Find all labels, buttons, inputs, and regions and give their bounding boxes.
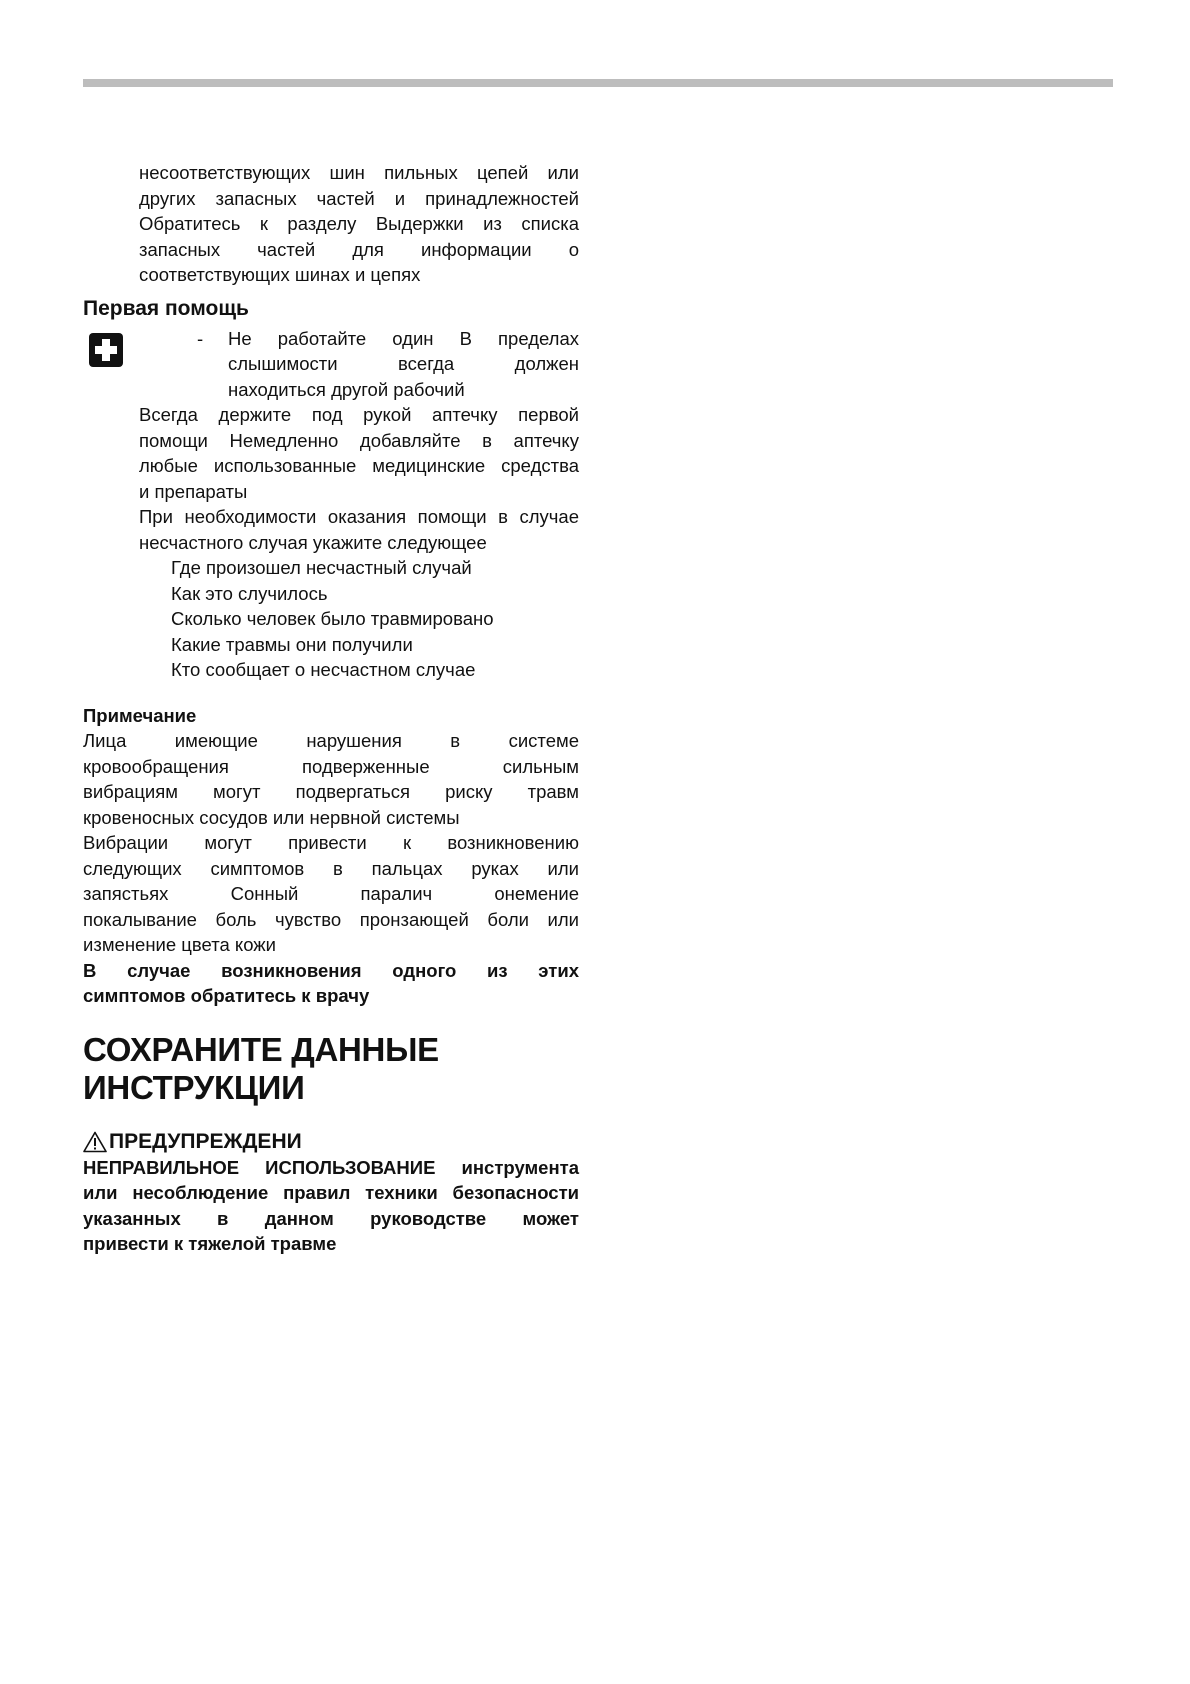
note-line: кровообращения подверженные сильным [83,755,579,777]
list-item: Где произошел несчастный случай [171,557,472,578]
first-aid-heading: Первая помощь [83,296,249,320]
note-line: Вибрации могут привести к возникновению [83,832,579,853]
note-heading: Примечание [83,704,197,726]
kit-line: любые использованные медицинские средства [139,455,579,476]
first-aid-bullet-row [83,326,579,403]
bullet-dash: - [197,327,204,349]
first-aid-bullet-text [228,326,579,403]
warning-line: или несоблюдение правил техники безопасности [83,1182,579,1203]
note-bold-line: симптомов обратитесь к врачу [83,985,370,1006]
warning-triangle-icon [83,1131,107,1153]
intro-paragraph [83,160,579,288]
note-line: следующих симптомов в пальцах руках или [83,857,579,879]
kit-line: помощи Немедленно добавляйте в аптечку [139,429,579,451]
kit-line: и препараты [139,480,248,502]
note-line: изменение цвета кожи [83,934,276,955]
bullet-line: Не работайте один В пределах [228,327,579,349]
intro-line: запасных частей для информации о [139,238,579,260]
warning-paragraph [83,1155,579,1257]
warning-line: привести к тяжелой травме [83,1233,337,1254]
warning-heading [83,1129,579,1155]
intro-line: несоответствующих шин пильных цепей или [139,162,579,183]
list-item: Кто сообщает о несчастном случае [171,659,476,680]
note-bold-line: В случае возникновения одного из этих [83,959,579,981]
kit-line: Всегда держите под рукой аптечку первой [139,404,579,425]
save-instructions-heading [83,1031,579,1107]
list-item: Как это случилось [171,582,328,604]
list-item: Сколько человек было травмировано [171,608,494,629]
save-heading-line: СОХРАНИТЕ ДАННЫЕ [83,1030,439,1068]
note-line: Лица имеющие нарушения в системе [83,730,579,751]
note-line: покалывание боль чувство пронзающей боли или [83,908,579,930]
note-bold-paragraph [83,958,579,1009]
note-paragraph-1 [83,728,579,830]
report-line: несчастного случая укажите следующее [139,531,487,553]
warning-line: указанных в данном руководстве может [83,1207,579,1229]
intro-line: других запасных частей и принадлежностей [139,187,579,209]
top-rule [83,79,1113,87]
note-line: запястьях Сонный паралич онемение [83,883,579,904]
text-column [83,160,579,1257]
first-aid-cross-icon [89,333,123,367]
bullet-line: слышимости всегда должен [228,353,579,374]
warning-title: ПРЕДУПРЕЖДЕНИ [109,1129,302,1153]
report-items-list [83,555,579,683]
save-heading-line: ИНСТРУКЦИИ [83,1068,305,1106]
bullet-line: находиться другой рабочий [228,378,465,400]
list-item: Какие травмы они получили [171,633,413,655]
warning-line: НЕПРАВИЛЬНОЕ ИСПОЛЬЗОВАНИЕ инструмента [83,1156,579,1178]
note-line: вибрациям могут подвергаться риску травм [83,781,579,802]
intro-line: соответствующих шинах и цепях [139,264,421,285]
note-line: кровеносных сосудов или нервной системы [83,806,460,828]
first-aid-report-paragraph [83,504,579,555]
first-aid-kit-paragraph [83,402,579,504]
note-paragraph-2 [83,830,579,958]
report-line: При необходимости оказания помощи в случае [139,506,579,527]
intro-line: Обратитесь к разделу Выдержки из списка [139,213,579,234]
